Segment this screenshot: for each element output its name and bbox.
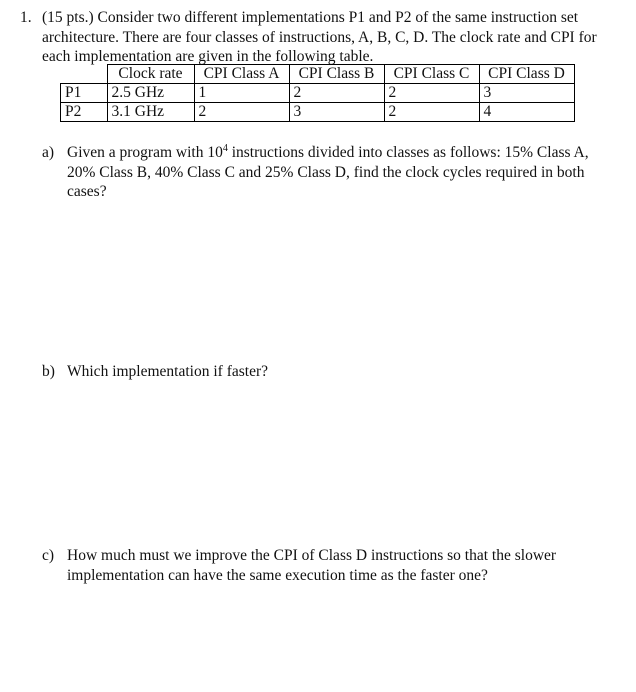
part-a-label: a) xyxy=(42,144,55,161)
question-text: (15 pts.) Consider two different implementations P1 and P2 of the same instruction set architecture. There are four classes of instructions, A, B, C, D. The clock rate and CPI for each implementation are given in the following table. xyxy=(42,9,597,65)
table-header: CPI Class D xyxy=(479,65,574,84)
table-cell: 4 xyxy=(479,103,574,122)
part-c-text: How much must we improve the CPI of Class D instructions so that the slower implementation can have the same execution time as the faster one? xyxy=(67,547,557,584)
table-cell: 1 xyxy=(194,84,289,103)
exponent: 4 xyxy=(222,142,228,154)
table-row xyxy=(61,103,575,122)
row-label: P1 xyxy=(61,84,108,103)
table-cell: 2.5 GHz xyxy=(107,84,194,103)
table-cell: 2 xyxy=(384,84,479,103)
table-cell: 3 xyxy=(289,103,384,122)
part-b-text: Which implementation if faster? xyxy=(67,363,268,380)
table-header: CPI Class B xyxy=(289,65,384,84)
question-number: 1. xyxy=(20,9,32,26)
table-corner-cell xyxy=(61,65,108,84)
table-header: CPI Class C xyxy=(384,65,479,84)
table-cell: 3.1 GHz xyxy=(107,103,194,122)
part-a-text: Given a program with $10^4$ instructions divided into classes as follows: 15% Class A, 20% Class B, 40% Class C and 25% Class D, find the clock cycles required in both cases? xyxy=(67,142,589,200)
table-header-row xyxy=(61,65,575,84)
table-cell: 2 xyxy=(384,103,479,122)
part-b-label: b) xyxy=(42,363,55,380)
table-header: Clock rate xyxy=(107,65,194,84)
part-c-label: c) xyxy=(42,547,55,564)
table-cell: 3 xyxy=(479,84,574,103)
cpi-table xyxy=(60,64,575,122)
table-header: CPI Class A xyxy=(194,65,289,84)
table-cell: 2 xyxy=(194,103,289,122)
table-row xyxy=(61,84,575,103)
row-label: P2 xyxy=(61,103,108,122)
table-cell: 2 xyxy=(289,84,384,103)
